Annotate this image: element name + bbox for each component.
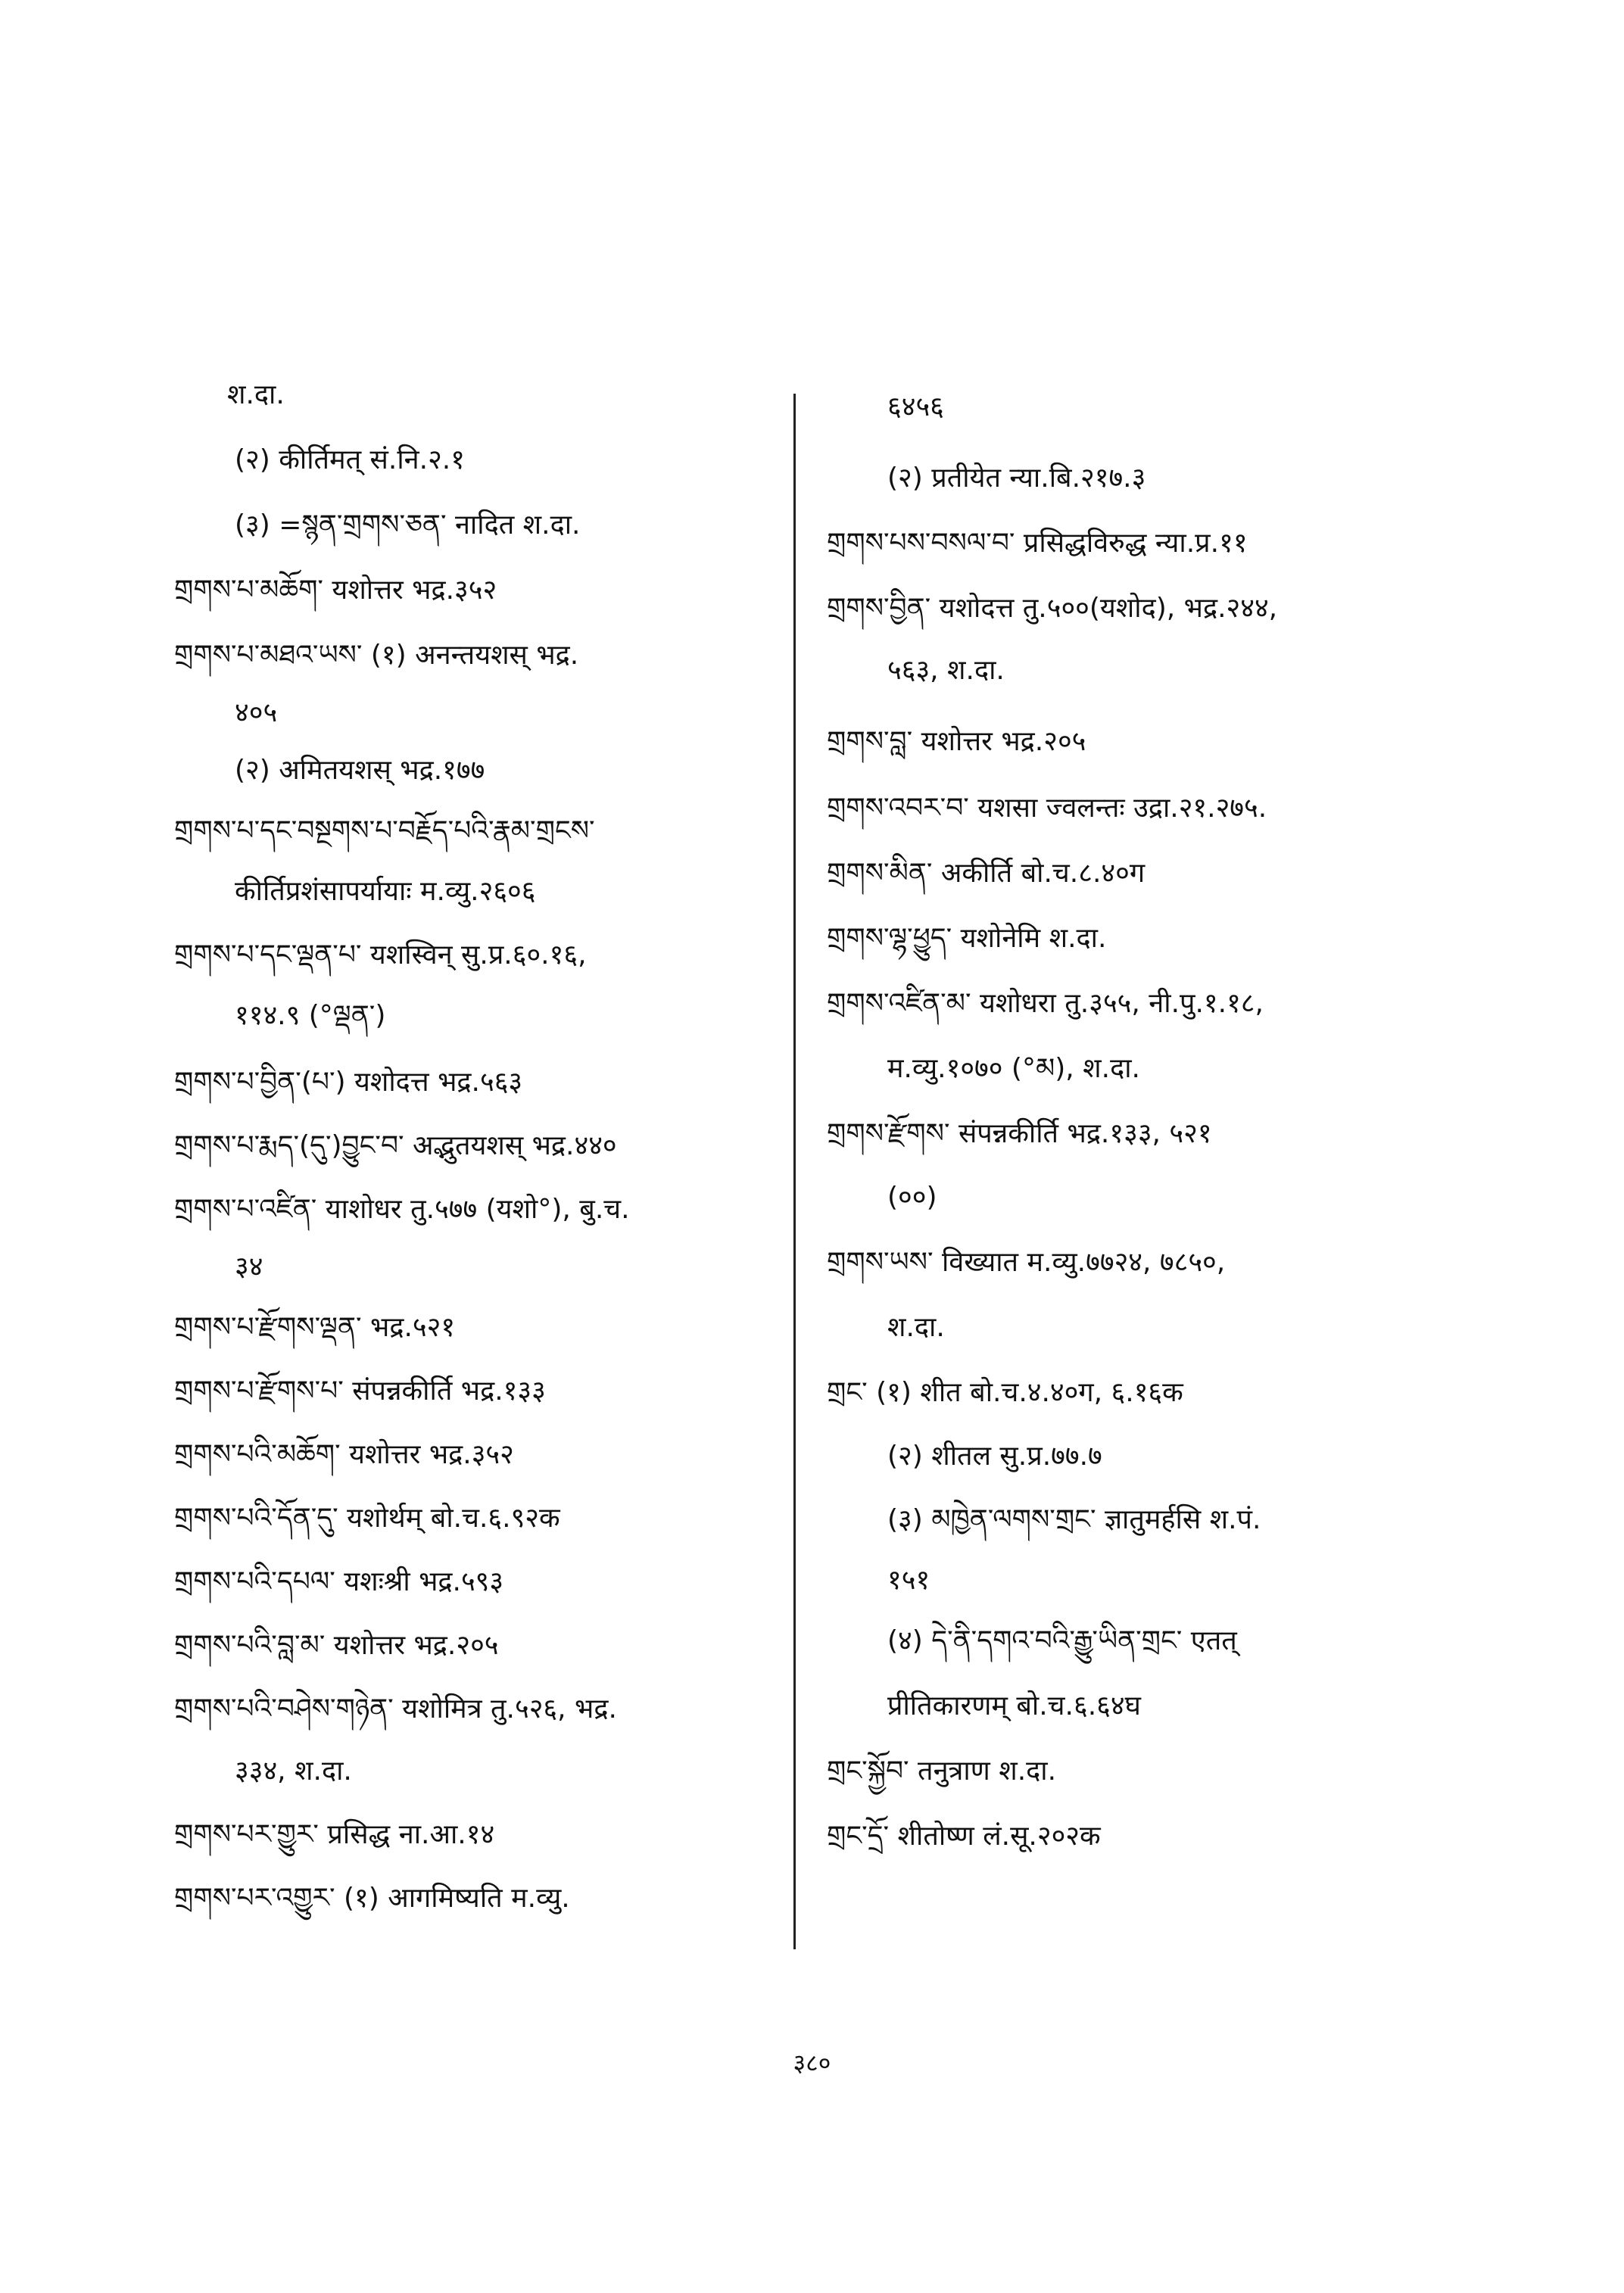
entry-line: གྲགས་པ་མཐའ་ཡས་ (१) अनन्तयशस् भद्र. (174, 640, 579, 671)
entry-line: གྲགས་རྫོགས་ संपन्नकीर्ति भद्र.१३३, ५२१ (827, 1118, 1212, 1149)
entry-line: གྲགས་པ་རྨད་(དུ་)བྱུང་བ་ अद्भुतयशस् भद्र.४४० (174, 1130, 617, 1161)
entry-line: གྲགས་པ་མཆོག་ यशोत्तर भद्र.३५२ (174, 575, 497, 606)
entry-line: (४) དེ་ནི་དགའ་བའི་རྒྱུ་ཡིན་གྲང་ एतत् (887, 1625, 1237, 1656)
entry-line: གྲགས་བྱིན་ यशोदत्त तु.५००(यशोद), भद्र.२४४, (827, 593, 1278, 624)
entry-line: གྲགས་མིན་ अकीर्ति बो.च.८.४०ग (827, 858, 1146, 889)
entry-line: གྲགས་པ་བྱིན་(པ་) यशोदत्त भद्र.५६३ (174, 1067, 523, 1098)
entry-line: श.दा. (887, 1312, 945, 1343)
entry-line: (२) कीर्तिमत् सं.नि.२.१ (235, 444, 465, 475)
entry-line: གྲང་སྐྱོབ་ तनुत्राण श.दा. (827, 1756, 1057, 1787)
entry-line: श.दा. (227, 379, 285, 410)
entry-line: म.व्यु.१०७० (°མ), श.दा. (887, 1053, 1140, 1084)
entry-line: གྲགས་འབར་བ་ यशसा ज्वलन्तः उद्रा.२१.२७५. (827, 793, 1267, 824)
entry-line: གྲགས་ཡས་ विख्यात म.व्यु.७७२४, ७८५०, (827, 1247, 1226, 1278)
entry-line: १५१ (887, 1565, 930, 1596)
page-number: ३८० (793, 2048, 831, 2077)
entry-line: ११४.९ (°ལྡན་) (235, 1000, 386, 1031)
entry-line: གྲགས་པས་བསལ་བ་ प्रसिद्धविरुद्ध न्या.प्र.११ (827, 528, 1248, 559)
entry-line: (००) (887, 1182, 937, 1213)
entry-line: གྲགས་པ་རྫོགས་ལྡན་ भद्र.५२१ (174, 1312, 456, 1343)
entry-line: གྲགས་བླ་ यशोत्तर भद्र.२०५ (827, 726, 1086, 757)
entry-line: (३) =སྙན་གྲགས་ཅན་ नादित श.दा. (235, 509, 581, 541)
entry-line: གྲགས་པའི་མཆོག་ यशोत्तर भद्र.३५२ (174, 1439, 514, 1470)
entry-line: གྲང་དྲོ་ शीतोष्ण लं.सू.२०२क (827, 1821, 1101, 1852)
entry-line: གྲགས་པར་གྱུར་ प्रसिद्ध ना.आ.१४ (174, 1819, 495, 1850)
entry-line: གྲགས་པའི་བླ་མ་ यशोत्तर भद्र.२०५ (174, 1630, 499, 1661)
entry-line: གྲགས་པ་འཛིན་ याशोधर तु.५७७ (यशो°), बु.च. (174, 1194, 630, 1225)
entry-line: གྲགས་འཛིན་མ་ यशोधरा तु.३५५, नी.पु.१.१८, (827, 988, 1264, 1019)
entry-line: གྲགས་པའི་དཔལ་ यशःश्री भद्र.५९३ (174, 1566, 504, 1597)
entry-line: ५६३, श.दा. (887, 655, 1005, 686)
entry-line: གྲགས་ལྷ་ཕྱུད་ यशोनेमि श.दा. (827, 923, 1107, 954)
entry-line: प्रीतिकारणम् बो.च.६.६४घ (887, 1690, 1141, 1721)
entry-line: (३) མཁྱེན་ལགས་གྲང་ ज्ञातुमर्हसि श.पं. (887, 1504, 1261, 1535)
entry-line: (२) शीतल सु.प्र.७७.७ (887, 1441, 1102, 1472)
entry-line: གྲགས་པ་དང་བསྔགས་པ་བརྗོད་པའི་རྣམ་གྲངས་ (174, 815, 595, 846)
entry-line: གྲགས་པའི་དོན་དུ་ यशोर्थम् बो.च.६.९२क (174, 1503, 560, 1534)
entry-line: ३४ (235, 1251, 263, 1282)
entry-line: कीर्तिप्रशंसापर्यायाः म.व्यु.२६०६ (235, 876, 536, 907)
entry-line: གྲགས་པའི་བཤེས་གཉེན་ यशोमित्र तु.५२६, भद्र. (174, 1693, 617, 1724)
entry-line: ४०५ (235, 697, 278, 728)
entry-line: ६४५६ (887, 391, 944, 422)
entry-line: གྲགས་པ་རྫོགས་པ་ संपन्नकीर्ति भद्र.१३३ (174, 1375, 546, 1407)
entry-line: གྲགས་པ་དང་ལྡན་པ་ यशस्विन् सु.प्र.६०.१६, (174, 939, 587, 970)
entry-line: (२) प्रतीयेत न्या.बि.२१७.३ (887, 463, 1146, 494)
column-divider (793, 394, 796, 1949)
entry-line: གྲང་ (१) शीत बो.च.४.४०ग, ६.१६क (827, 1377, 1183, 1408)
entry-line: ३३४, श.दा. (235, 1756, 352, 1787)
entry-line: གྲགས་པར་འགྱུར་ (१) आगमिष्यति म.व्यु. (174, 1883, 570, 1914)
entry-line: (२) अमितयशस् भद्र.१७७ (235, 755, 485, 786)
